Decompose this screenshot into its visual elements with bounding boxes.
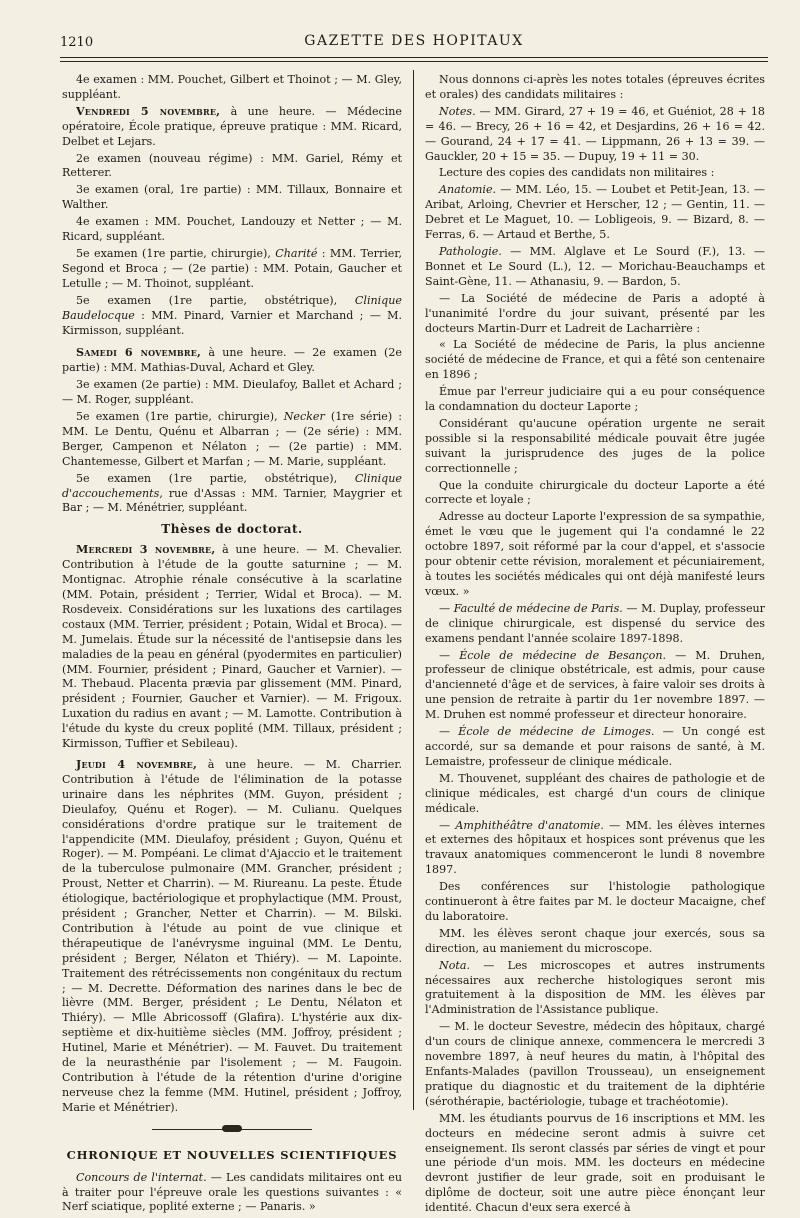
paragraph: Adresse au docteur Laporte l'expression de sa sympathie, émet le vœu que le jugement qui l'a condamné le 22 octobre 1897, soit réformé par la cour d'appel, et s'associe pour obtenir cette révision, moralement et pécuniairement, à toutes les sociétés médicales qui ont déjà manifesté leurs vœux. » xyxy=(425,510,765,598)
subsection-title: Amphithéâtre d'anatomie. xyxy=(455,818,604,832)
column-divider xyxy=(413,70,414,1110)
paragraph: 2e examen (nouveau régime) : MM. Gariel, Rémy et Retterer. xyxy=(62,151,402,180)
paragraph xyxy=(62,1171,402,1216)
paragraph xyxy=(425,819,765,879)
theses-heading: Thèses de doctorat. xyxy=(161,522,303,537)
paragraph: Nous donnons ci-après les notes totales (épreuves écrites et orales) des candidats militaires : xyxy=(425,73,765,101)
place-name: Clinique d'accouchements xyxy=(62,471,402,500)
right-column xyxy=(425,73,765,1218)
paragraph xyxy=(425,183,765,243)
subsection-title: École de médecine de Limoges. xyxy=(458,725,655,739)
subsection-title: Pathologie. xyxy=(439,244,502,258)
paragraph: 3e examen (2e partie) : MM. Dieulafoy, Ballet et Achard ; — M. Roger, suppléant. xyxy=(62,378,402,407)
day-heading: Vendredi 5 novembre, xyxy=(76,104,221,118)
paragraph: MM. les élèves seront chaque jour exercés, sous sa direction, au maniement du microscope. xyxy=(425,926,765,955)
journal-title: GAZETTE DES HOPITAUX xyxy=(304,33,524,49)
paragraph-text: 5e examen (1re partie, obstétrique), xyxy=(76,471,355,485)
paragraph-text: à une heure. — 2e examen (2e partie) : MM. Mathias-Duval, Achard et Gley. xyxy=(62,346,402,375)
paragraph: Considérant qu'aucune opération urgente ne serait possible si la responsabilité médicale pouvait être jugée suivant la jurisprudence des juges de la police correctionnelle ; xyxy=(425,416,765,475)
paragraph xyxy=(62,247,402,292)
paragraph xyxy=(62,410,402,470)
paragraph: Lecture des copies des candidats non militaires : xyxy=(439,166,715,180)
left-column xyxy=(62,73,402,1217)
paragraph xyxy=(425,602,765,647)
paragraph-text: — xyxy=(439,725,459,739)
place-name: Necker xyxy=(283,410,325,424)
section-ornament xyxy=(62,1124,402,1134)
page-header xyxy=(60,33,768,55)
paragraph-text: — M. Druhen, professeur de clinique obstétricale, est admis, pour cause d'ancienneté d'âge et de services, à faire valoir ses droits à une pension de retraite à partir du 1er novembre 1897. — M. Druhen est nommé professeur et directeur honoraire. xyxy=(425,648,765,722)
paragraph-text: — MM. Girard, 27 + 19 = 46, et Guéniot, 28 + 18 = 46. — Brecy, 26 + 16 = 42, et Desjardins, 26 + 16 = 42. — Gourand, 24 + 17 = 41. — Lippmann, 26 + 13 = 39. — Gauckler, 20 + 15 = 35. — Dupuy, 19 + 11 = 30. xyxy=(425,104,765,163)
paragraph: 3e examen (oral, 1re partie) : MM. Tillaux, Bonnaire et Walther. xyxy=(62,183,402,212)
day-heading: Jeudi 4 novembre, xyxy=(76,757,198,771)
day-heading: Mercredi 3 novembre, xyxy=(76,543,216,557)
paragraph xyxy=(425,245,765,290)
paragraph xyxy=(62,472,402,517)
paragraph-text: — xyxy=(439,818,456,832)
paragraph: Que la conduite chirurgicale du docteur Laporte a été correcte et loyale ; xyxy=(425,478,765,507)
subsection-title: Anatomie. xyxy=(439,183,497,197)
paragraph: MM. les étudiants pourvus de 16 inscriptions et MM. les docteurs en médecine seront admis à suivre cet enseignement. Ils seront classés par séries de vingt et pour une période d'un mois. MM. les docteurs en médecine devront justifier de leur grade, soit en produisant le diplôme de docteur, soit une autre pièce énonçant leur identité. Chacun d'eux sera exercé à xyxy=(425,1111,765,1215)
paragraph xyxy=(62,105,402,150)
paragraph: 4e examen : MM. Pouchet, Landouzy et Netter ; — M. Ricard, suppléant. xyxy=(62,215,402,244)
paragraph-text: — Les candidats militaires ont eu à traiter pour l'épreuve orale les questions suivantes : « Nerf sciatique, poplité externe ; — Panaris. » xyxy=(62,1170,402,1214)
paragraph: — M. le docteur Sevestre, médecin des hôpitaux, chargé d'un cours de clinique annexe, commencera le mercredi 3 novembre 1897, à neuf heures du matin, à l'hôpital des Enfants-Malades (pavillon Trousseau), un enseignement pratique du diagnostic et du traitement de la diphtérie (sérothérapie, bactériologie, tubage et trachéotomie). xyxy=(425,1020,765,1108)
paragraph: Émue par l'erreur judiciaire qui a eu pour conséquence la condamnation du docteur Laporte ; xyxy=(425,385,765,414)
subsection-title: Faculté de médecine de Paris. xyxy=(453,601,623,615)
paragraph xyxy=(62,758,402,1116)
paragraph: « La Société de médecine de Paris, la plus ancienne société de médecine de France, et qui a fêté son centenaire en 1896 ; xyxy=(425,338,765,382)
header-rule xyxy=(60,57,768,58)
paragraph-text: 5e examen (1re partie, obstétrique), xyxy=(76,293,355,307)
paragraph: M. Thouvenet, suppléant des chaires de pathologie et de clinique médicales, est chargé d'un cours de clinique médicale. xyxy=(425,771,765,815)
paragraph-text: à une heure. — Médecine opératoire, École pratique, épreuve pratique : MM. Ricard, Delbet et Lejars. xyxy=(62,104,403,148)
paragraph-text: 5e examen (1re partie, chirurgie), xyxy=(76,410,284,424)
paragraph xyxy=(425,105,765,165)
paragraph-text: — Un congé est accordé, sur sa demande et pour raisons de santé, à M. Lemaistre, professeur de clinique médicale. xyxy=(425,725,765,768)
paragraph-text: — xyxy=(439,648,460,662)
paragraph: 4e examen : MM. Pouchet, Gilbert et Thoinot ; — M. Gley, suppléant. xyxy=(62,73,402,101)
header-rule-thin xyxy=(60,61,768,62)
paragraph-text: à une heure. — M. Chevalier. Contribution à l'étude de la goutte saturnine ; — M. Montignac. Atrophie rénale consécutive à la scarlatine (MM. Potain, président ; Terrier, Widal et Broca). — M. Rosdeveix. Considérations sur les luxations des cartilages costaux (MM. Terrier, président ; Potain, Widal et Broca). — M. Jumelais. Étude sur la nécessité de l'antisepsie dans les maladies de la peau en général (pyodermites en particulier) (MM. Fournier, président ; Pinard, Gaucher et Varnier). — M. Thebaud. Placenta prævia par glissement (MM. Pinard, président ; Fournier, Gaucher et Varnier). — M. Frigoux. Luxation du radius en avant ; — M. Lamotte. Contribution à l'étude du kyste du creux poplité (MM. Tillaux, président ; Kirmisson, Tuffier et Sebileau). xyxy=(62,543,402,751)
subsection-title: Nota. xyxy=(439,958,470,972)
place-name: Clinique Baudelocque xyxy=(62,293,402,322)
paragraph-text: — MM. Alglave et Le Sourd (F.), 13. — Bonnet et Le Sourd (L.), 12. — Morichau-Beauchamps et Saint-Gène, 11. — Athanasiu, 9. — Bardon, 5. xyxy=(425,244,765,288)
day-heading: Samedi 6 novembre, xyxy=(76,346,202,360)
paragraph-text: — Les microscopes et autres instruments nécessaires aux recherche histologiques seront mis gratuitement à la disposition de MM. les élèves par l'Administration de l'Assistance publique. xyxy=(425,958,765,1017)
paragraph: — La Société de médecine de Paris a adopté à l'unanimité l'ordre du jour suivant, présenté par les docteurs Martin-Durr et Ladreit de Lacharrière : xyxy=(425,291,765,335)
place-name: Charité xyxy=(275,246,318,260)
paragraph xyxy=(62,543,402,752)
paragraph-text: : MM. Pinard, Varnier et Marchand ; — M. Kirmisson, suppléant. xyxy=(62,308,402,337)
paragraph xyxy=(62,346,402,376)
paragraph-text: — MM. Léo, 15. — Loubet et Petit-Jean, 13. — Aribat, Arloing, Chevrier et Herscher, 12 ; — Gentin, 11. — Debret et Le Maguet, 10. — Lobligeois, 9. — Bizard, 8. — Ferras, 6. — Artaud et Berthe, 5. xyxy=(425,183,765,242)
paragraph xyxy=(425,649,765,724)
paragraph-text: — M. Duplay, professeur de clinique chirurgicale, est dispensé du service des examens pendant l'année scolaire 1897-1898. xyxy=(425,601,765,645)
paragraph-text: : MM. Terrier, Segond et Broca ; — (2e partie) : MM. Potain, Gaucher et Letulle ; — M. Thoinot, suppléant. xyxy=(62,246,402,290)
page-number: 1210 xyxy=(60,35,94,50)
ornament-center xyxy=(222,1125,242,1132)
paragraph-text: , rue d'Assas : MM. Tarnier, Maygrier et Bar ; — M. Ménétrier, suppléant. xyxy=(62,486,402,515)
paragraph xyxy=(425,959,765,1019)
subsection-title: Concours de l'internat. xyxy=(76,1170,207,1184)
paragraph-text: — xyxy=(439,601,454,615)
paragraph-text: — MM. les élèves internes et externes des hôpitaux et hospices sont prévenus que les travaux anatomiques commenceront le lundi 8 novembre 1897. xyxy=(425,818,766,877)
paragraph xyxy=(425,725,765,770)
paragraph-text: 5e examen (1re partie, chirurgie), xyxy=(76,246,276,260)
paragraph: Des conférences sur l'histologie pathologique continueront à être faites par M. le docteur Macaigne, chef du laboratoire. xyxy=(425,880,765,923)
paragraph xyxy=(62,294,402,339)
subsection-title: École de médecine de Besançon. xyxy=(459,648,666,662)
subsection-title: Notes. xyxy=(439,104,476,118)
chronique-heading: CHRONIQUE ET NOUVELLES SCIENTIFIQUES xyxy=(66,1147,398,1162)
paragraph-text: à une heure. — M. Charrier. Contribution à l'étude de l'élimination de la potasse urinaire dans les néphrites (MM. Guyon, président ; Dieulafoy, Quénu et Roger). — M. Culianu. Quelques considérations d'ordre pratique sur le traitement de l'appendicite (MM. Dieulafoy, président ; Guyon, Quénu et Roger). — M. Pompéani. Le climat d'Ajaccio et le traitement de la tuberculose pulmonaire (MM. Grancher, président ; Proust, Netter et Charrin). — M. Riureanu. La peste. Étude étiologique, bactériologique et prophylactique (MM. Proust, président ; Grancher, Netter et Charrin). — M. Bilski. Contribution à l'étude au point de vue clinique et thérapeutique de l'anévrysme inguinal (MM. Le Dentu, président ; Berger, Nélaton et Thiéry). — M. Lapointe. Traitement des rétrécissements non congénitaux du rectum ; — M. Decrette. Déformation des narines dans le bec de lièvre (MM. Berger, président ; Le Dentu, Nélaton et Thiéry). — Mlle Abricossoff (Glafira). L'hystérie aux dix-septième et dix-huitième siècles (MM. Joffroy, président ; Hutinel, Marie et Ménétrier). — M. Fauvet. Du traitement de la neurasthénie par l'isolement ; — M. Faugoin. Contribution à l'étude de la rétention d'urine d'origine nerveuse chez la femme (MM. Hutinel, président ; Joffroy, Marie et Ménétrier). xyxy=(62,757,402,1114)
paragraph-text: (1re série) : MM. Le Dentu, Quénu et Albarran ; — (2e série) : MM. Berger, Campenon et Nélaton ; — (2e partie) : MM. Chantemesse, Gilbert et Marfan ; — M. Marie, suppléant. xyxy=(62,410,402,468)
